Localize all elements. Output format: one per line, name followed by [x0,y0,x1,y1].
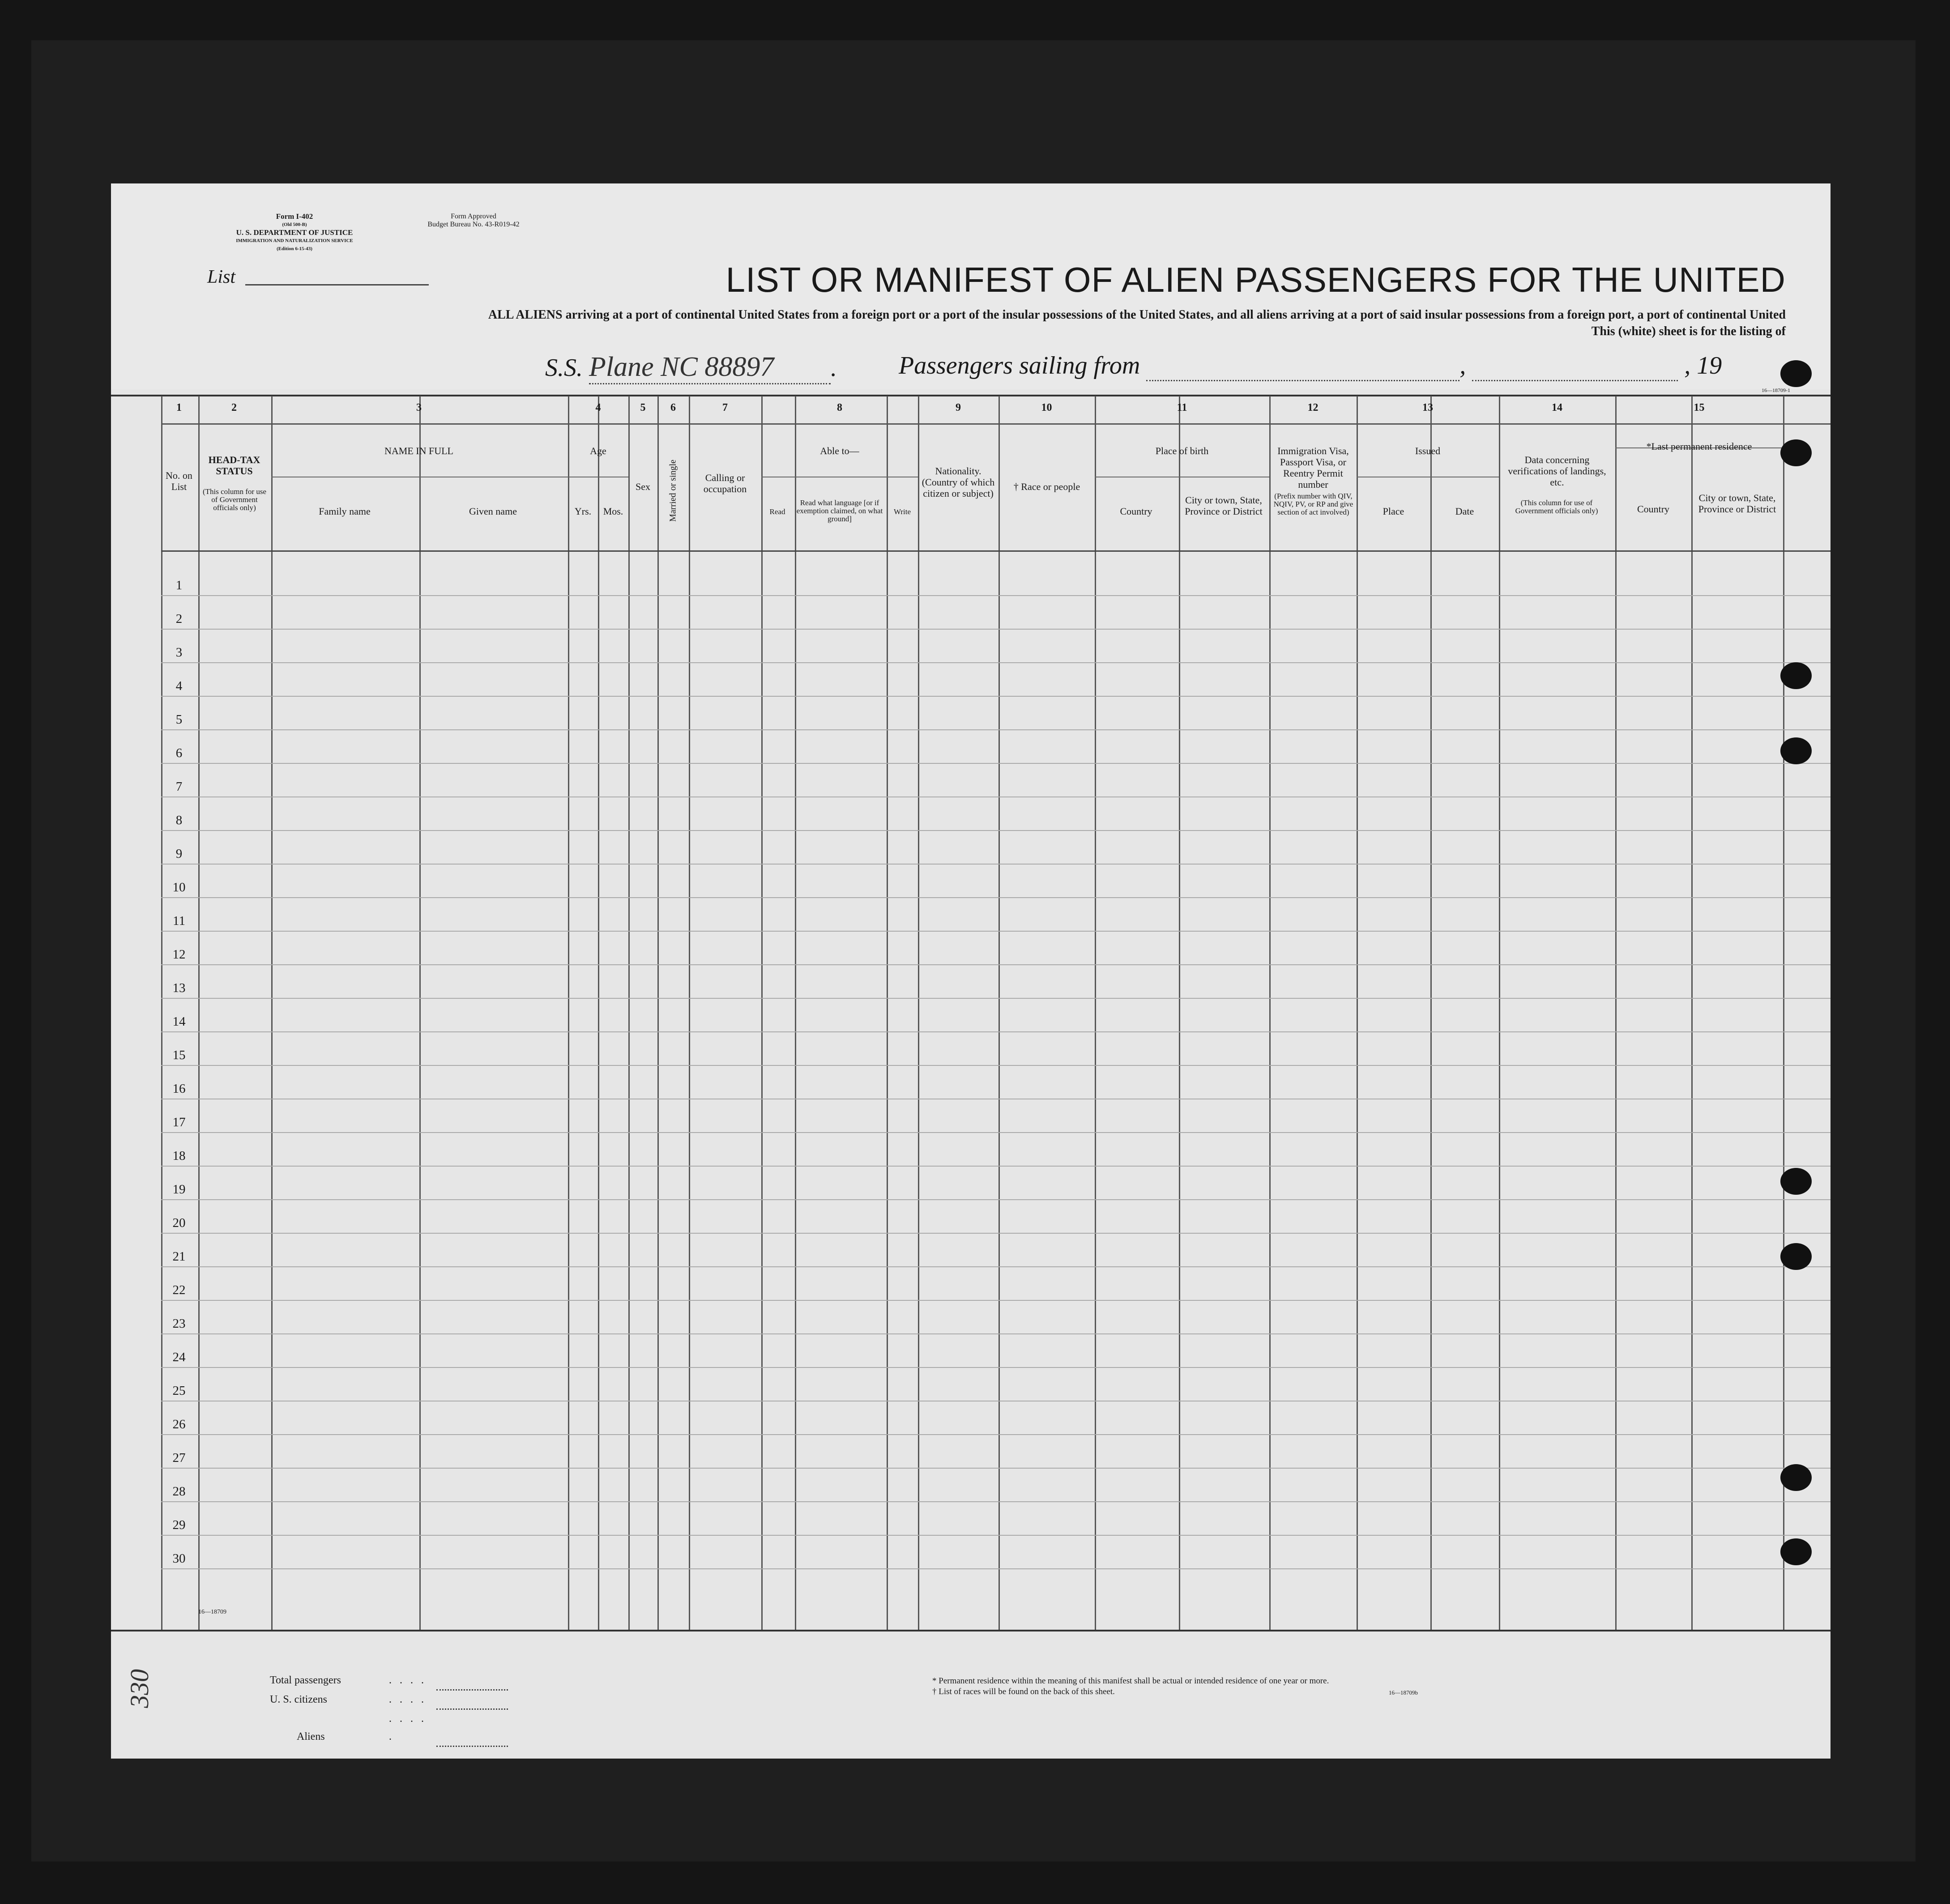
row-rule [161,1535,1831,1536]
list-label: List [207,267,236,287]
hdr-place-of-birth: Place of birth [1155,445,1209,456]
col-num-7: 7 [722,402,728,413]
row-number: 28 [172,1484,186,1499]
row-number: 16 [172,1082,186,1096]
punch-hole [1780,737,1812,764]
hdr-last-residence: *Last permanent residence [1646,441,1752,452]
service: IMMIGRATION AND NATURALIZATION SERVICE [236,238,353,243]
row-number: 27 [172,1451,186,1465]
punch-hole [1780,360,1812,387]
column-rule [761,396,763,1630]
ss-label: S.S. [545,354,583,382]
row-rule [161,595,1831,596]
row-number: 10 [172,880,186,894]
manifest-sheet [111,183,1831,1759]
row-number: 9 [175,847,183,861]
page-title: LIST OR MANIFEST OF ALIEN PASSENGERS FOR THE UNITED [725,260,1786,299]
punch-hole [1780,662,1812,689]
row-number: 12 [172,947,186,962]
col-num-10: 10 [1041,402,1052,413]
row-number: 3 [175,645,183,660]
aliens-label: Aliens [297,1731,325,1742]
punch-hole [1780,439,1812,466]
column-rule [598,396,599,1630]
column-rule [419,396,421,1630]
total-passengers-label: Total passengers [270,1674,341,1686]
row-rule [161,1132,1831,1133]
column-rule [689,396,690,1630]
col-num-15: 15 [1694,402,1705,413]
row-rule [161,1199,1831,1200]
column-rule [918,396,919,1630]
col-num-13: 13 [1422,402,1433,413]
row-rule [161,1031,1831,1032]
hdr-issued-date: Date [1455,506,1474,517]
hdr-name-in-full: NAME IN FULL [384,445,453,456]
row-number: 18 [172,1149,186,1163]
row-number: 26 [172,1417,186,1431]
column-rule [1691,396,1693,1630]
column-rule [887,396,888,1630]
row-rule [161,1468,1831,1469]
row-number: 11 [173,914,185,928]
row-rule [161,629,1831,630]
row-rule [161,1065,1831,1066]
hdr-no-on-list: No. on List [166,470,192,492]
row-rule [161,550,1831,552]
col-num-3: 3 [416,402,422,413]
sailing-label: Passengers sailing from [899,352,1140,379]
column-rule [1269,396,1271,1630]
form-identifier [183,213,406,253]
column-rule [1095,396,1096,1630]
hdr-read-language: Read what language [or if exemption claimed, on what ground] [796,498,883,523]
list-number-field [245,284,429,285]
ss-vessel-name: Plane NC 88897 [589,351,831,384]
row-rule [161,1266,1831,1267]
margin-note: 330 [125,1669,154,1708]
column-rule [271,396,273,1630]
us-citizens-label: U. S. citizens [270,1694,327,1705]
hdr-mos: Mos. [603,506,623,517]
row-rule [161,423,1831,425]
row-number: 1 [175,578,183,592]
column-rule [1615,396,1617,1630]
row-rule [161,998,1831,999]
row-number: 8 [175,813,183,827]
row-number: 29 [172,1518,186,1532]
footnote-residence: * Permanent residence within the meaning of this manifest shall be actual or intended residence of one year or more. [932,1676,1329,1686]
hdr-sex: Sex [636,481,650,492]
hdr-calling: Calling or occupation [703,472,747,494]
budget-number: Budget Bureau No. 43-R019-42 [427,221,520,228]
hdr-race: † Race or people [1013,481,1080,492]
row-rule [161,1367,1831,1368]
row-rule [161,1501,1831,1502]
form-code-right: 16—18709b [1389,1689,1418,1696]
row-rule [161,1166,1831,1167]
row-number: 15 [172,1048,186,1062]
row-number: 30 [172,1551,186,1566]
row-number: 20 [172,1216,186,1230]
hdr-issued: Issued [1415,445,1441,456]
total-passengers-row [270,1671,606,1691]
leader-dots: . . . . [389,1694,427,1705]
hdr-visa-note: (Prefix number with QIV, NQIV, PV, or RP and give section of act involved) [1273,492,1353,516]
row-number: 21 [172,1249,186,1264]
row-rule [111,1630,1831,1631]
approved-label: Form Approved [451,213,496,220]
column-rule [795,396,796,1630]
row-number: 22 [172,1283,186,1297]
hdr-able-to: Able to— [820,445,859,456]
hdr-nationality: Nationality. (Country of which citizen or subject) [922,465,995,499]
col-num-1: 1 [176,402,182,413]
page-subtitle: ALL ALIENS arriving at a port of continental United States from a foreign port or a port of the insular possessions of the United States, and all aliens arriving at a port of said insular possessions from a foreign port, a port of continental United [488,308,1786,322]
column-rule [198,396,200,1630]
row-number: 6 [175,746,183,760]
corner-code: 16—18709-1 [1762,387,1790,393]
hdr-family-name: Family name [319,506,371,517]
hdr-data-note: (This column for use of Government officials only) [1515,498,1598,515]
col-num-2: 2 [231,402,237,413]
col-num-5: 5 [640,402,646,413]
us-citizens-row [270,1691,606,1710]
column-rule [161,396,162,1630]
row-rule [161,931,1831,932]
column-rule [657,396,659,1630]
row-rule [161,964,1831,965]
column-rule [1499,396,1500,1630]
row-rule [161,830,1831,831]
table-top-rule [111,395,1831,396]
col-num-4: 4 [595,402,601,413]
hdr-res-city: City or town, State, Province or District [1698,492,1776,515]
totals-block [270,1671,606,1747]
aliens-row [270,1710,606,1747]
punch-hole [1780,1538,1812,1565]
row-rule [161,1568,1831,1569]
column-rule [1179,396,1180,1630]
row-number: 24 [172,1350,186,1364]
page-subtitle-2: This (white) sheet is for the listing of [1591,324,1786,338]
row-number: 2 [175,612,183,626]
punch-hole [1780,1464,1812,1491]
row-number: 13 [172,981,186,995]
hdr-yrs: Yrs. [574,506,592,517]
hdr-data-concerning: Data concerning verifications of landings, etc. [1508,454,1606,488]
col-num-9: 9 [956,402,961,413]
row-rule [161,729,1831,730]
row-rule [161,1333,1831,1334]
row-rule [161,763,1831,764]
punch-hole [1780,1168,1812,1195]
row-number: 4 [175,679,183,693]
hdr-given-name: Given name [469,506,517,517]
column-rule [1357,396,1358,1630]
edition: (Edition 6-15-43) [277,246,312,251]
col-num-12: 12 [1307,402,1318,413]
hdr-head-tax: HEAD-TAX STATUS [208,454,260,477]
hdr-birth-country: Country [1120,506,1152,517]
hdr-write: Write [893,507,911,516]
hdr-head-tax-note: (This column for use of Government officials only) [202,487,267,512]
leader-dots: . . . . [389,1674,427,1686]
row-number: 17 [172,1115,186,1129]
hdr-res-country: Country [1637,503,1670,515]
hdr-read: Read [769,507,785,516]
year-label: , 19 [1684,352,1722,379]
row-rule [161,1300,1831,1301]
col-num-11: 11 [1177,402,1187,413]
form-number: Form I-402 [276,212,313,221]
us-citizens-blank[interactable] [436,1691,508,1710]
leader-dots: . . . . . [389,1713,427,1742]
sailing-port-blank [1146,351,1459,381]
hdr-married: Married or single [668,460,678,522]
aliens-blank[interactable] [436,1728,508,1747]
footnote-races: † List of races will be found on the back of this sheet. [932,1687,1115,1696]
col-num-6: 6 [670,402,676,413]
col-num-14: 14 [1552,402,1562,413]
column-rule [1783,396,1784,1630]
form-approval [397,213,550,229]
column-rule [568,396,569,1630]
ss-field: S.S. Plane NC 88897 . [545,351,837,384]
hdr-age: Age [590,445,606,456]
row-number: 5 [175,712,183,727]
row-number: 25 [172,1384,186,1398]
hdr-visa: Immigration Visa, Passport Visa, or Reentry Permit number [1277,445,1349,490]
hdr-issued-place: Place [1382,506,1404,517]
row-rule [161,1434,1831,1435]
form-old-number: (Old 500-B) [282,222,307,227]
row-rule [161,662,1831,663]
punch-hole [1780,1243,1812,1270]
row-number: 23 [172,1316,186,1331]
form-code-left: 16—18709 [198,1609,226,1615]
row-number: 19 [172,1182,186,1197]
sailing-date-blank [1472,351,1678,381]
col-num-8: 8 [837,402,842,413]
row-number: 7 [175,779,183,794]
row-rule [161,897,1831,898]
column-rule [1430,396,1432,1630]
column-rule [998,396,1000,1630]
row-rule [161,696,1831,697]
row-number: 14 [172,1014,186,1029]
sailing-field: Passengers sailing from , , 19 [899,351,1722,381]
department: U. S. DEPARTMENT OF JUSTICE [236,228,353,237]
total-passengers-blank[interactable] [436,1671,508,1691]
row-rule [161,864,1831,865]
hdr-birth-city: City or town, State, Province or District [1185,494,1263,517]
row-rule [161,1233,1831,1234]
column-rule [628,396,630,1630]
